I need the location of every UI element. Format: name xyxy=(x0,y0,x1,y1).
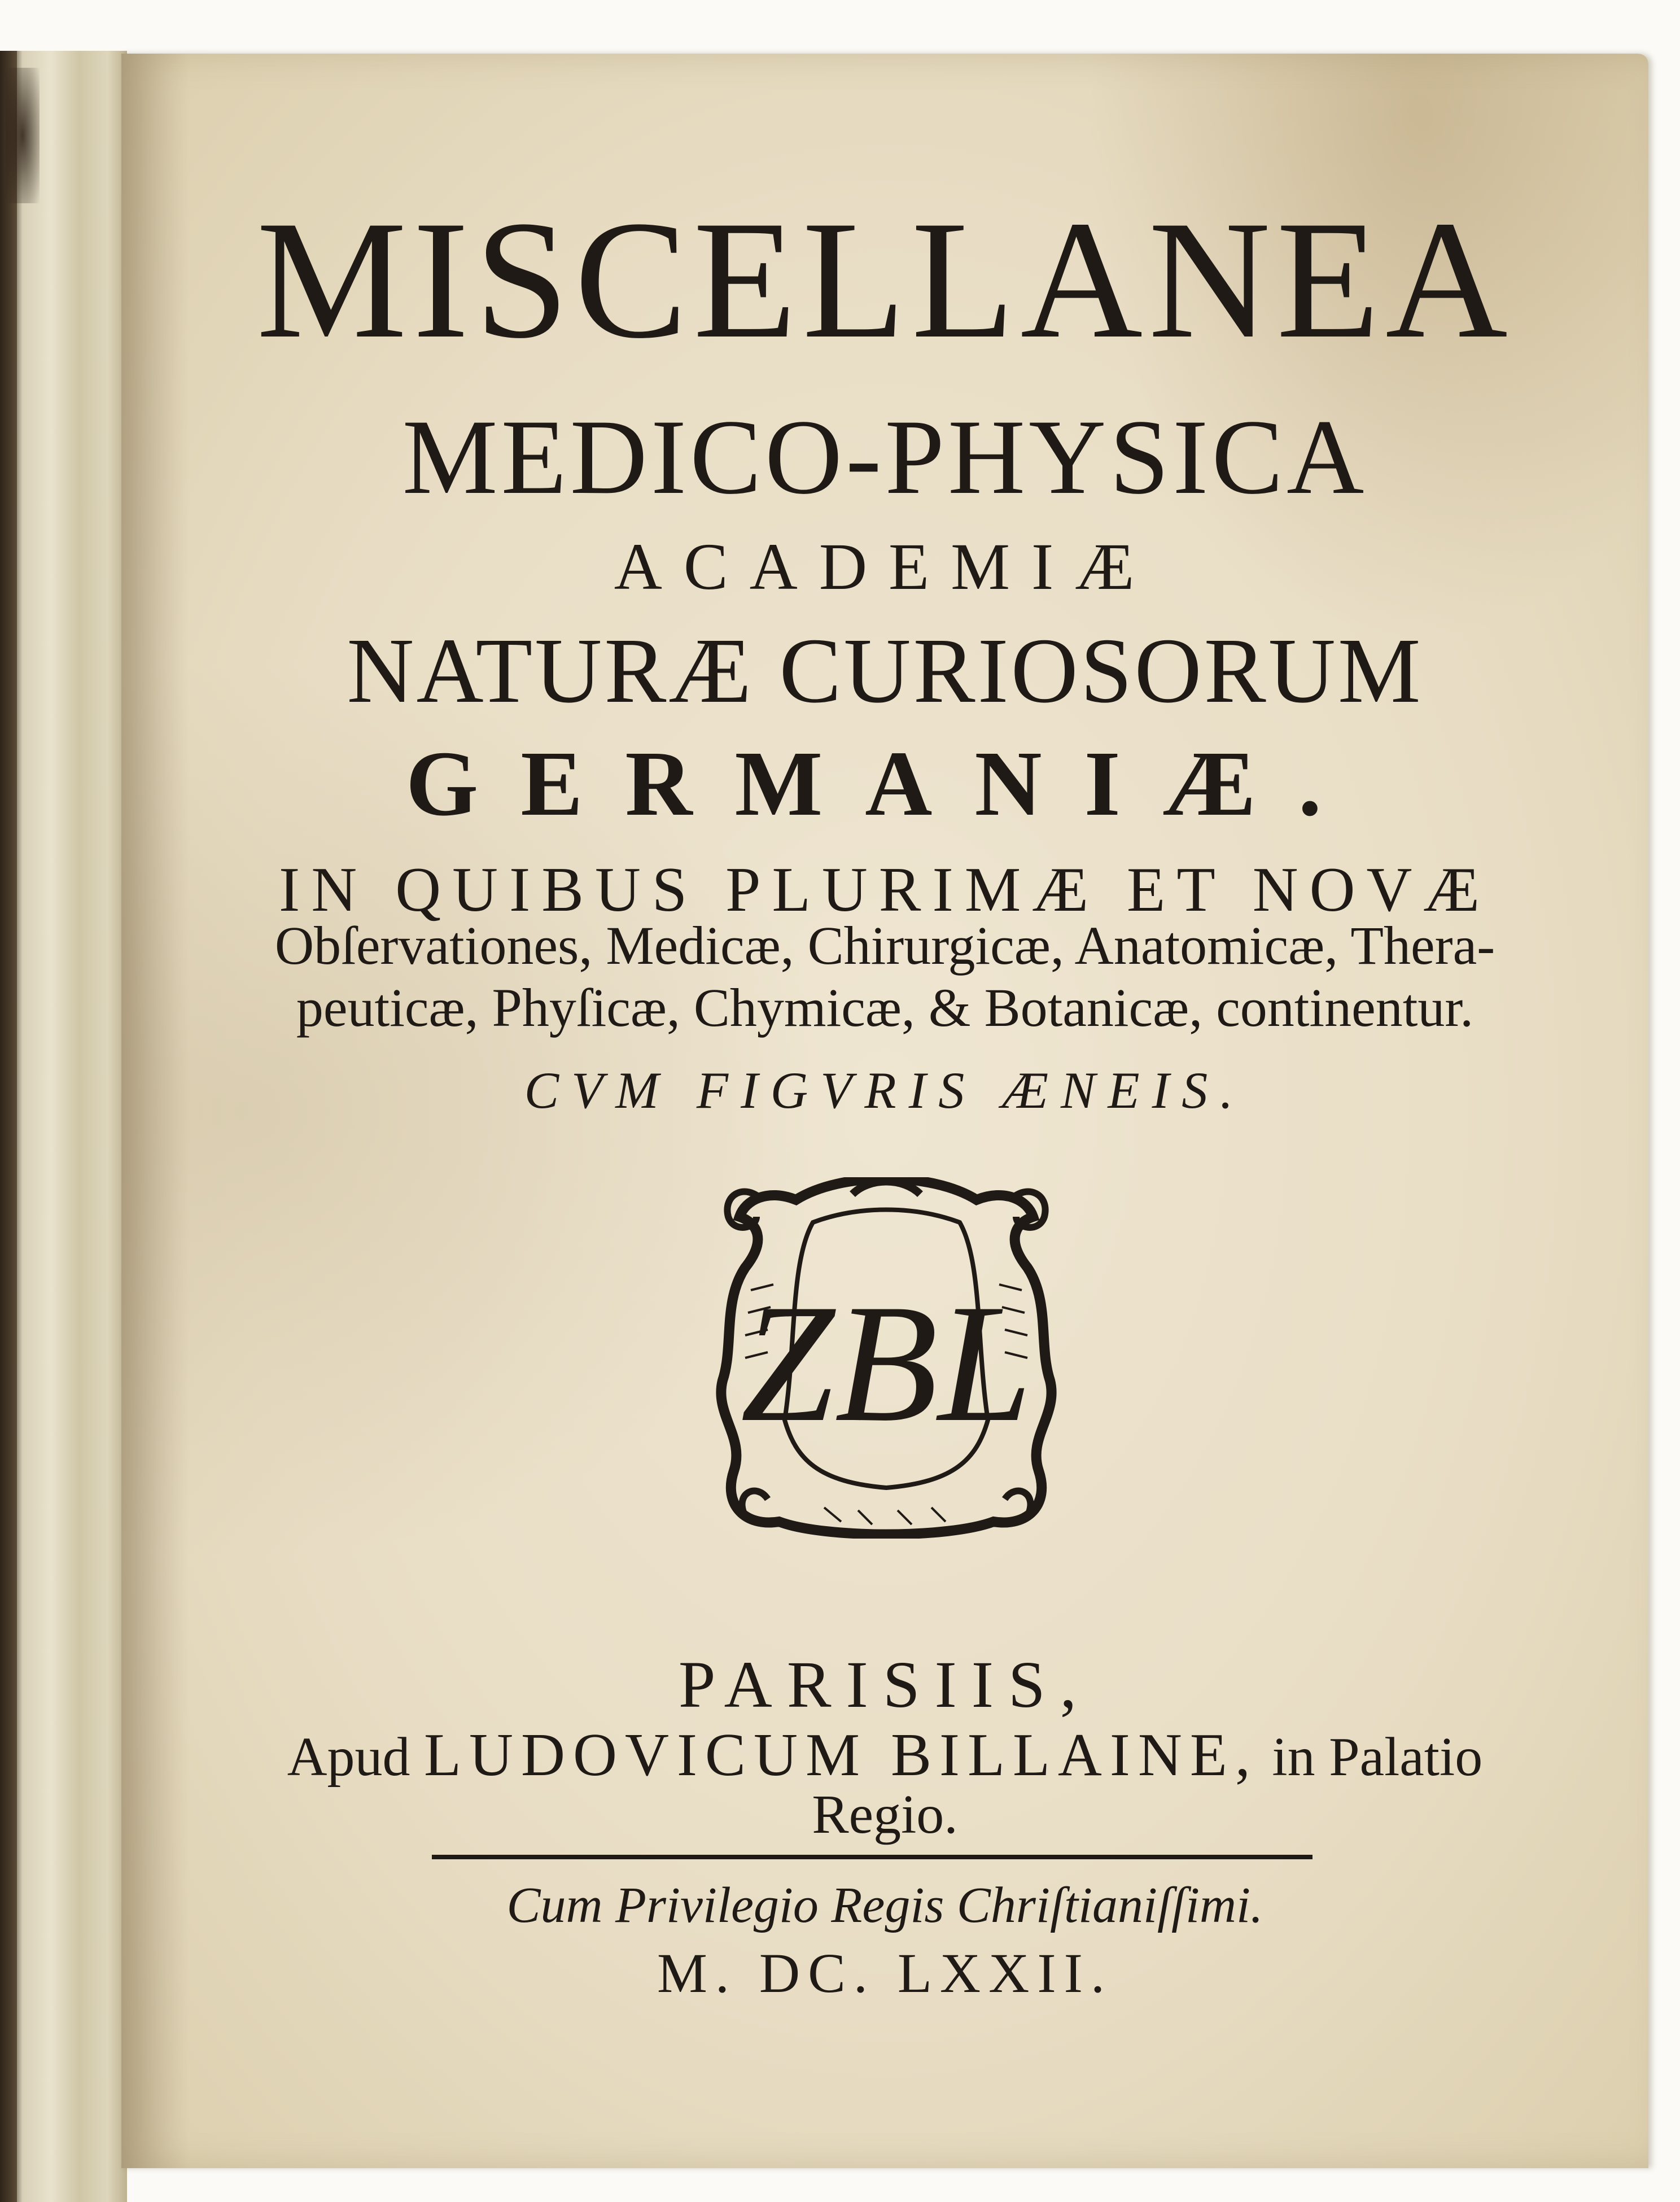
printer-device-emblem xyxy=(711,1177,1061,1539)
binding-stain xyxy=(6,68,40,203)
emblem-monogram: ZBL xyxy=(740,1269,1032,1457)
title-line-2: MEDICO-PHYSICA xyxy=(402,398,1368,517)
imprint-place: in Palatio xyxy=(1272,1727,1483,1788)
imprint-privilege: Cum Privilegio Regis Chriſtianiſſimi. xyxy=(506,1877,1263,1933)
divider-rule xyxy=(432,1855,1313,1859)
title-line-4: NATURÆ CURIOSORUM xyxy=(347,619,1423,722)
subtitle-line-4: CVM FIGVRIS ÆNEIS. xyxy=(524,1061,1246,1119)
title-line-5: GERMANIÆ. xyxy=(405,732,1364,835)
subtitle-line-3: peuticæ, Phyſicæ, Chymicæ, & Botanicæ, continentur. xyxy=(296,977,1474,1038)
title-page xyxy=(121,54,1648,2168)
imprint-apud: Apud xyxy=(287,1727,410,1788)
book-binding xyxy=(0,51,127,2202)
binding-edge xyxy=(0,51,17,2202)
imprint-place-2: Regio. xyxy=(812,1784,958,1845)
title-line-1: MISCELLANEA xyxy=(256,186,1513,373)
subtitle-line-1: IN QUIBUS PLURIMÆ ET NOVÆ xyxy=(279,855,1491,925)
title-line-3: ACADEMIÆ xyxy=(614,530,1156,604)
subtitle-line-2: Obſervationes, Medicæ, Chirurgicæ, Anatomicæ, Thera- xyxy=(274,915,1495,976)
imprint-city: PARISIIS, xyxy=(678,1648,1092,1722)
imprint-year: M. DC. LXXII. xyxy=(657,1942,1113,2004)
imprint-printer: LUDOVICUM BILLAINE, xyxy=(424,1722,1258,1789)
imprint-printer-line xyxy=(121,1722,1648,1789)
